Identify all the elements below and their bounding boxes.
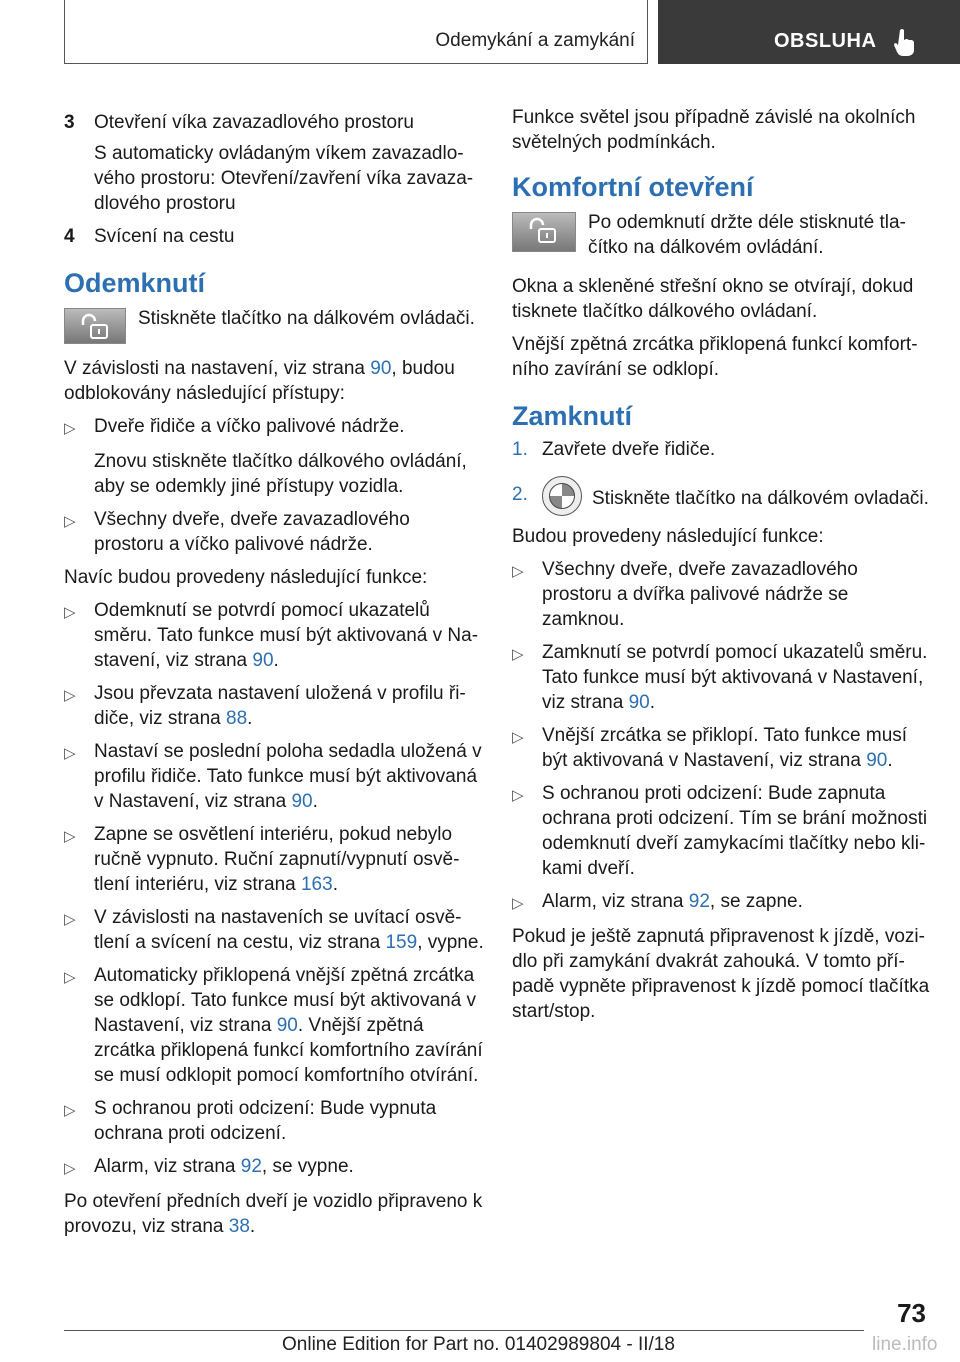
- triangle-bullet-icon: ▷: [512, 895, 524, 912]
- triangle-bullet-icon: ▷: [64, 828, 76, 845]
- bullet-item: ▷ S ochranou proti odcizení: Bude zapnuta ochrana proti odcizení. Tím se brání možnosti odemknutí dveří zamykacími tlačítky nebo kli‐kami dveří.: [512, 783, 928, 879]
- paragraph: Funkce světel jsou případně závislé na okolních světelných podmínkách.: [512, 107, 916, 153]
- page-link[interactable]: 90: [628, 692, 650, 713]
- triangle-bullet-icon: ▷: [512, 563, 524, 580]
- page-number: 73: [897, 1298, 926, 1328]
- triangle-bullet-icon: ▷: [64, 604, 76, 621]
- page-link[interactable]: 92: [240, 1156, 262, 1177]
- step-item: 2. Stiskněte tlačítko na dálkovém ovladači.: [512, 482, 932, 516]
- page-link[interactable]: 90: [370, 358, 392, 379]
- bullet-description: Znovu stiskněte tlačítko dálkového ovládání, aby se odemkly jiné přístupy vozidla.: [94, 451, 467, 497]
- paragraph: V závislosti na nastavení, viz strana 90, budou odblokovány následující přístupy:: [64, 358, 455, 404]
- header-section-box: [658, 0, 960, 64]
- right-column: [512, 105, 932, 1024]
- triangle-bullet-icon: ▷: [64, 1102, 76, 1119]
- bullet-item: ▷ Všechny dveře, dveře zavazadlového prostoru a víčko palivové nádrže.: [64, 509, 410, 555]
- step-item: 1. Zavřete dveře řidiče.: [512, 439, 716, 460]
- triangle-bullet-icon: ▷: [64, 1160, 76, 1177]
- paragraph: Okna a skleněné střešní okno se otvírají, dokud tisknete tlačítko dálkového ovládaní.: [512, 276, 914, 322]
- triangle-bullet-icon: ▷: [64, 745, 76, 762]
- bullet-item: ▷ S ochranou proti odcizení: Bude vypnuta ochrana proti odcizení.: [64, 1098, 437, 1144]
- page-link[interactable]: 90: [276, 1015, 298, 1036]
- bullet-item: ▷ Jsou převzata nastavení uložená v profilu ři‐diče, viz strana 88.: [64, 683, 466, 729]
- page-link[interactable]: 159: [385, 932, 418, 953]
- triangle-bullet-icon: ▷: [64, 687, 76, 704]
- page-link[interactable]: 90: [252, 650, 274, 671]
- bullet-item: ▷ Alarm, viz strana 92, se zapne.: [512, 889, 932, 916]
- page-link[interactable]: 88: [226, 708, 248, 729]
- list-item: 3 Otevření víka zavazadlového prostoru: [64, 112, 415, 133]
- icon-row: Stiskněte tlačítko na dálkovém ovládači.: [64, 306, 484, 344]
- bullet-item: ▷ Alarm, viz strana 92, se vypne.: [64, 1154, 484, 1181]
- unlock-button-icon: [512, 212, 576, 252]
- triangle-bullet-icon: ▷: [64, 513, 76, 530]
- triangle-bullet-icon: ▷: [64, 969, 76, 986]
- page-link[interactable]: 163: [300, 874, 333, 895]
- header-title: Odemykání a zamykání: [435, 30, 635, 51]
- paragraph: Budou provedeny následující funkce:: [512, 526, 824, 547]
- triangle-bullet-icon: ▷: [64, 420, 76, 437]
- page-link[interactable]: 38: [228, 1216, 250, 1237]
- bullet-item: ▷ Odemknutí se potvrdí pomocí ukazatelů směru. Tato funkce musí být aktivovaná v Na‐stavení, viz strana 90.: [64, 600, 479, 671]
- section-heading: Zamknutí: [512, 401, 633, 431]
- bullet-item: ▷ Všechny dveře, dveře zavazadlového prostoru a dvířka palivové nádrže se zamknou.: [512, 559, 858, 630]
- icon-row: Po odemknutí držte déle stisknuté tla‐čítko na dálkovém ovládání.: [512, 210, 932, 260]
- watermark: line.info: [872, 1334, 938, 1355]
- item-description: S automaticky ovládaným víkem zavazadlo‐vého prostoru: Otevření/zavření víka zavaza‐dlového prostoru: [94, 143, 474, 214]
- paragraph: Po otevření předních dveří je vozidlo připraveno k provozu, viz strana 38.: [64, 1191, 483, 1237]
- triangle-bullet-icon: ▷: [512, 787, 524, 804]
- footer-divider: [64, 1330, 864, 1331]
- header-section: OBSLUHA: [774, 30, 877, 52]
- paragraph: Navíc budou provedeny následující funkce:: [64, 567, 428, 588]
- paragraph: Pokud je ještě zapnutá připravenost k jízdě, vozi‐dlo při zamykání dvakrát zahouká. V tomto pří‐padě vypněte připravenost k jízdě pomocí tlačítka start/stop.: [512, 926, 930, 1022]
- bmw-logo-key-icon: [542, 476, 582, 516]
- bullet-item: ▷ Automaticky přiklopená vnější zpětná zrcátka se odklopí. Tato funkce musí být aktivovaná v Nastavení, viz strana 90. Vnější zpětná zrcátka přiklopená funkcí komfortního zavírání se musí odklopit pomocí komfortního otvírání.: [64, 965, 483, 1086]
- list-item: 4 Svícení na cestu: [64, 226, 235, 247]
- footer-edition: Online Edition for Part no. 01402989804 - II/18: [282, 1334, 675, 1355]
- hand-pointer-icon: [894, 28, 916, 56]
- unlock-button-icon: [64, 308, 126, 344]
- section-heading: Komfortní otevření: [512, 172, 754, 202]
- left-column: [64, 110, 484, 1239]
- bullet-item: ▷ Nastaví se poslední poloha sedadla uložená v profilu řidiče. Tato funkce musí být aktivovaná v Nastavení, viz strana 90.: [64, 741, 482, 812]
- page-link[interactable]: 92: [688, 891, 710, 912]
- section-heading: Odemknutí: [64, 268, 206, 298]
- bullet-item: ▷ Vnější zrcátka se přiklopí. Tato funkce musí být aktivovaná v Nastavení, viz strana 90.: [512, 725, 908, 771]
- bullet-item: ▷ Zamknutí se potvrdí pomocí ukazatelů směru. Tato funkce musí být aktivovaná v Nastavení, viz strana 90.: [512, 642, 928, 713]
- paragraph: Vnější zpětná zrcátka přiklopená funkcí komfort‐ního zavírání se odklopí.: [512, 334, 918, 380]
- bullet-item: ▷ V závislosti na nastaveních se uvítací osvě‐tlení a svícení na cestu, viz strana 159, vypne.: [64, 907, 484, 953]
- page-link[interactable]: 90: [866, 750, 888, 771]
- triangle-bullet-icon: ▷: [512, 646, 524, 663]
- triangle-bullet-icon: ▷: [64, 911, 76, 928]
- bullet-item: ▷ Dveře řidiče a víčko palivové nádrže.: [64, 414, 484, 441]
- header-title-box: [64, 0, 648, 64]
- page-link[interactable]: 90: [291, 791, 313, 812]
- triangle-bullet-icon: ▷: [512, 729, 524, 746]
- bullet-item: ▷ Zapne se osvětlení interiéru, pokud nebylo ručně vypnuto. Ruční zapnutí/vypnutí osvě‐tlení interiéru, viz strana 163.: [64, 824, 460, 895]
